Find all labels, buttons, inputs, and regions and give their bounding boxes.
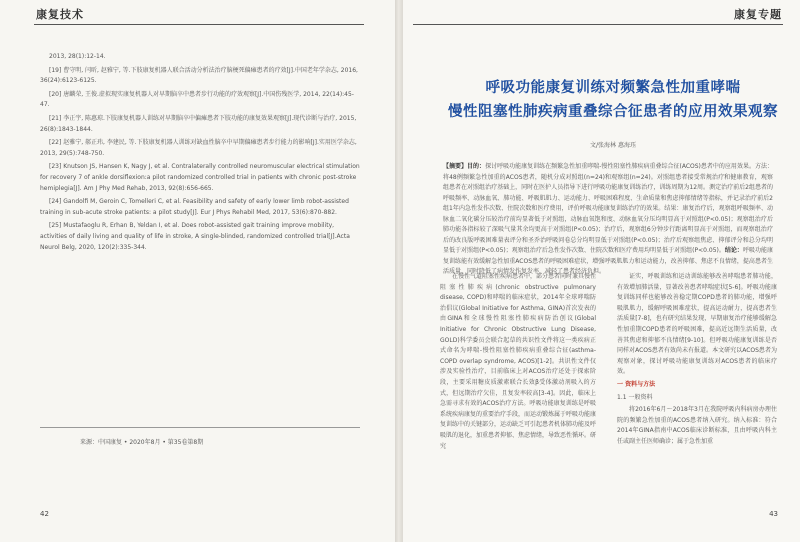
reference-list [40,52,360,256]
subsection-heading: 1.1 一般资料 [617,393,653,401]
reference-item: [20] 唐麟荣, 王俊.虚拟现实康复机器人对早期脑卒中患者步行功能的疗效观察[J].中国伤残医学, 2014, 22(14):45-47. [40,90,354,109]
body-paragraph: 证实，呼吸训练和运动训练能够改善哮喘患者肺功能，有效增加肺活量，显著改善患者哮喘症状[5-6]。呼吸功能康复训练同样也能够改善稳定期COPD患者的肺功能，增强呼吸肌肌力，缓解呼吸困难症状，提高运动耐力，提高患者生活质量[7-8]，也有研究结果发现，早期康复治疗能够缓解急性加重期COPD患者的呼吸困难，提高近远期生活质量，改善其焦虑和抑郁不良情绪[9-10]。但呼吸功能康复训练是否同样对ACOS患者有效尚未有报道。本文研究以ACOS患者为观察对象，探讨呼吸功能康复训练对ACOS患者的临床疗效。 [617,273,777,376]
article-title-line1: 呼吸功能康复训练对频繁急性加重哮喘 [485,80,741,96]
conclusion-text: 呼吸功能康复训练能有效缓解急性加重ACOS患者的呼吸困难症状，增强呼吸肌肌力和运动能力，改善抑郁、焦虑不良情绪，提高患者生活质量，同时降低了病情发作复发率，减轻了患者经济负担。 [443,247,773,275]
section-heading: 一 资料与方法 [617,380,656,388]
footer-rule [40,427,360,428]
abstract-label: 【摘要】目的： [443,163,486,170]
left-page-number: 42 [40,510,49,518]
reference-item: [19] 曹守明, 闫昕, 赵雅宁, 等.下肢康复机器人联合活动分析法治疗脑梗死偏瘫患者的疗效[J].中国老年学杂志, 2016, 36(24):6123-6125. [40,66,358,85]
source-line: 来源：中国康复 • 2020年8月 • 第35卷第8期 [80,439,204,446]
article-title-line2: 慢性阻塞性肺疾病重叠综合征患者的应用效果观察 [448,104,778,120]
abstract-text: 探讨呼吸功能康复训练在频繁急性加重哮喘-慢性阻塞性肺疾病重叠综合征(ACOS)患者中的应用效果。方法：将48例频繁急性加重的ACOS患者，随机分成对照组(n=24)和观察组(n=24)。对照组患者接受常规治疗和健康教育，观察组患者在对照组治疗基础上，同时在医护人员指导下进行呼吸功能康复训练治疗，训练周期为12周。测定治疗前后2组患者的呼吸频率、动脉血氧、肺功能、呼吸肌肌力、运动能力、呼吸困难程度、生命质量和焦虑抑郁情绪等指标，并记录治疗前后2组1年内急性发作次数、住院次数和医疗费用，评价呼吸功能康复训练治疗的效果。结果：康复治疗后，观察组呼吸频率、动脉血二氧化碳分压较治疗前均显著低于对照组，动脉血氧饱和度、动脉血氧分压均明显高于对照组(P<0.05)；观察组治疗后肺功能各指标较了深吸气量其余均更高于对照组(P<0.05)；治疗后，观察组6分钟步行距离明显高于对照组，而观察组治疗后的改良版呼吸困难量表评分和圣乔治呼吸问卷总分均明显低于对照组(P<0.05)；治疗后观察组焦虑、抑郁评分和总分均明显低于对照组(P<0.05)；观察组治疗后急性发作次数、住院次数和医疗费用均明显低于对照组(P<0.05)。 [443,163,773,254]
left-page-header: 康复技术 [36,8,84,21]
reference-item: [24] Gandolfi M, Geroin C, Tomelleri C, et al. Feasibility and safety of early lower limb robot-assisted training in sub-acute stroke patients: a pilot study[J]. Eur J Phys Rehabil Med, 2017, 53(6):870-882. [40,198,349,216]
header-rule [413,24,783,25]
abstract [443,162,773,278]
reference-item: [21] 李正宇, 陈惠琼.下肢康复机器人训练对早期脑卒中偏瘫患者下肢功能的康复效果观察[J].现代诊断与治疗, 2015, 26(8):1843-1844. [40,114,357,133]
right-page-header: 康复专题 [734,8,782,21]
reference-item: [22] 赵雅宁, 郝正玮, 李建民, 等.下肢康复机器人训练对缺血性脑卒中早期偏瘫患者步行能力的影响[J].实用医学杂志, 2013, 29(5):748-750. [40,139,357,157]
book-gutter [395,0,403,542]
conclusion-label: 结论： [724,247,743,254]
left-page [0,0,395,542]
body-column-1 [440,272,596,454]
body-paragraph: 将2016年6月～2018年3月在我院呼吸内科病房办理住院的频繁急性加重的ACOS患者纳入研究。纳入标准：符合2014年GINA指南中ACOS临床诊断标准，且由呼吸内科主任或副主任医师确诊；属于急性加重 [617,406,777,445]
article-authors: 文/张海林 惠海珏 [590,142,636,149]
reference-item: [23] Knutson JS, Hansen K, Nagy J, et al. Contralaterally controlled neuromuscular electrical stimulation for recovery 7 of ankle dorsiflexion:a pilot randomized controlled trial in patients with chronic post-stroke hemiplegia[J]. Am J Phy Med Rehab, 2013, 92(8):656-665. [40,163,360,192]
body-paragraph: 在慢性气道阻塞性疾病患者中，部分患者同时兼具慢性阻塞性肺疾病(chronic obstructive pulmonary disease, COPD)和哮喘的临床症状，2014年全球哮喘防治倡议(Global Initiative for Asthma, GINA)首次发表的由GINA和全球慢性阻塞性肺疾病防治创议(Global Initiative for Chronic Obstructive Lung Disease, GOLD)科学委员会联合起草的共识性文件将这一类疾病正式命名为哮喘-慢性阻塞性肺疾病重叠综合征(asthma-COPD overlap syndrome, ACOS)[1-2]。共识性文件仅涉及实验性治疗，目前临床上对ACOS治疗还处于探索阶段，主要采用糖皮质激素联合长效β受体激动剂吸入的方式，但远期治疗欠佳，且复发率较高[3-4]。因此，临床上急需寻求有效的ACOS治疗方法。呼吸功能康复训练是呼吸系统疾病康复的重要治疗手段，而运动锻炼属于呼吸功能康复训练中的关键部分，运动缺乏可引起患者机体肺功能及呼吸肌的退化，加重患者抑郁、焦虑情绪，导致恶性循环。研究 [440,273,597,450]
right-page [403,0,800,542]
body-column-2 [617,272,777,450]
reference-item: [25] Mustafaoglu R, Erhan B, Yeldan I, et al. Does robot-assisted gait training improve mobility, activities of daily living and quality of life in stroke, A single-blinded, randomized controlled trial[J].Acta Neurol Belg, 2020, 120(2):335-344. [40,222,350,251]
reference-item: 2013, 28(1):12-14. [49,53,106,60]
header-rule [34,24,364,25]
right-page-number: 43 [769,510,778,518]
